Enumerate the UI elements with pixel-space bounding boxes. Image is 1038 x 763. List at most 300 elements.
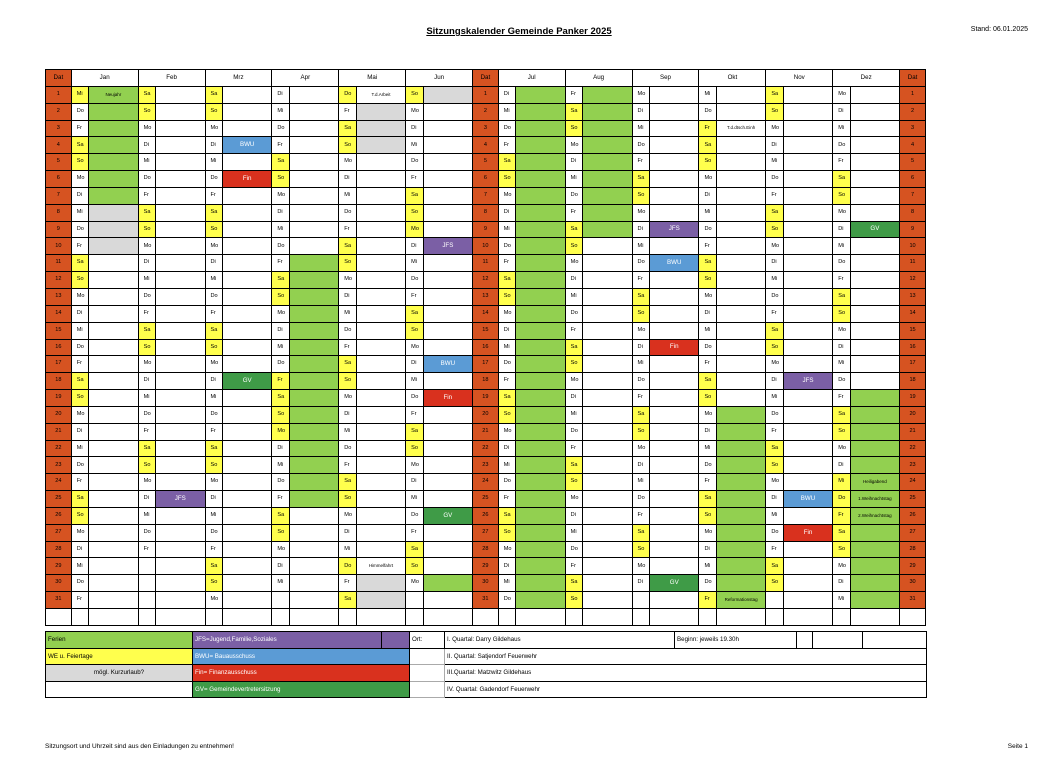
- weekday-cell: So: [699, 507, 716, 524]
- ferien-day: [289, 457, 338, 474]
- weekday-cell: Mo: [272, 541, 289, 558]
- day-cell: [783, 305, 832, 322]
- weekday-cell: Sa: [632, 171, 649, 188]
- empty-cell: [71, 609, 88, 626]
- weekday-cell: So: [406, 86, 423, 103]
- weekday-cell: Fr: [565, 440, 582, 457]
- weekday-cell: So: [272, 288, 289, 305]
- ferien-day: [516, 238, 565, 255]
- day-empty: [783, 592, 832, 609]
- weekday-cell: Mo: [406, 339, 423, 356]
- ferien-day: [89, 187, 138, 204]
- weekday-cell: Sa: [205, 558, 222, 575]
- weekday-cell: Fr: [71, 356, 88, 373]
- weekday-cell: Di: [406, 238, 423, 255]
- day-cell: [222, 491, 271, 508]
- weekday-cell: Mi: [272, 575, 289, 592]
- day-number: 26: [473, 507, 499, 524]
- day-cell: [89, 558, 138, 575]
- ferien-day: [289, 255, 338, 272]
- day-number: 1: [473, 86, 499, 103]
- day-cell: [423, 103, 472, 120]
- weekday-cell: Do: [339, 558, 356, 575]
- weekday-cell: Di: [406, 120, 423, 137]
- weekday-cell: Sa: [766, 204, 783, 221]
- weekday-cell: Mi: [498, 103, 515, 120]
- weekday-cell: Do: [138, 288, 155, 305]
- ferien-day: [516, 423, 565, 440]
- day-number: 16: [46, 339, 72, 356]
- day-cell: [783, 204, 832, 221]
- day-cell: [650, 356, 699, 373]
- day-cell: [783, 507, 832, 524]
- day-cell: [222, 507, 271, 524]
- day-cell: [423, 137, 472, 154]
- day-number: 28: [473, 541, 499, 558]
- day-cell: [650, 474, 699, 491]
- day-cell: [783, 187, 832, 204]
- day-number: 30: [473, 575, 499, 592]
- day-number: 18: [473, 373, 499, 390]
- ferien-day: [850, 575, 899, 592]
- day-cell: [222, 154, 271, 171]
- day-cell: [716, 204, 765, 221]
- day-cell: [650, 154, 699, 171]
- ferien-day: [516, 272, 565, 289]
- weekday-cell: Do: [833, 255, 850, 272]
- day-number: 4: [46, 137, 72, 154]
- weekday-cell: Mi: [138, 507, 155, 524]
- weekday-cell: Do: [71, 575, 88, 592]
- weekday-cell: Di: [339, 406, 356, 423]
- day-cell: [89, 339, 138, 356]
- day-number: 9: [46, 221, 72, 238]
- day-cell: [222, 558, 271, 575]
- day-number: 27: [46, 524, 72, 541]
- day-cell: [783, 558, 832, 575]
- day-number: 28: [900, 541, 926, 558]
- meeting-gv: GV: [650, 575, 699, 592]
- ferien-day: [716, 575, 765, 592]
- day-cell: [423, 305, 472, 322]
- day-cell: [156, 423, 205, 440]
- ferien-day: [716, 406, 765, 423]
- day-empty: [406, 592, 423, 609]
- empty-cell: [699, 609, 716, 626]
- weekday-cell: Sa: [71, 491, 88, 508]
- day-number: 27: [900, 524, 926, 541]
- day-cell: [650, 406, 699, 423]
- day-cell: [583, 373, 632, 390]
- meeting-bwu: BWU: [222, 137, 271, 154]
- day-cell: [783, 272, 832, 289]
- day-cell: [289, 507, 338, 524]
- weekday-cell: Fr: [833, 154, 850, 171]
- ferien-day: [289, 390, 338, 407]
- weekday-cell: Mi: [71, 440, 88, 457]
- ferien-day: [716, 558, 765, 575]
- empty-cell: [850, 609, 899, 626]
- day-cell: [423, 154, 472, 171]
- day-cell: [89, 373, 138, 390]
- weekday-cell: Do: [833, 373, 850, 390]
- day-number: 17: [900, 356, 926, 373]
- day-cell: [716, 339, 765, 356]
- weekday-cell: Sa: [498, 154, 515, 171]
- weekday-cell: So: [138, 221, 155, 238]
- weekday-cell: Mi: [766, 390, 783, 407]
- weekday-cell: Fr: [339, 103, 356, 120]
- ferien-day: [583, 187, 632, 204]
- holiday-label: T.d.Arbeit: [356, 86, 405, 103]
- weekday-cell: Mo: [71, 288, 88, 305]
- weekday-cell: Do: [339, 440, 356, 457]
- weekday-cell: Di: [766, 137, 783, 154]
- weekday-cell: Sa: [272, 154, 289, 171]
- day-cell: [716, 221, 765, 238]
- weekday-cell: Do: [699, 221, 716, 238]
- weekday-cell: Sa: [339, 120, 356, 137]
- weekday-cell: Di: [339, 171, 356, 188]
- weekday-cell: Di: [833, 339, 850, 356]
- day-cell: [423, 204, 472, 221]
- weekday-cell: Sa: [138, 440, 155, 457]
- weekday-cell: Di: [565, 272, 582, 289]
- holiday-label: Heiligabend: [850, 474, 899, 491]
- day-cell: [356, 154, 405, 171]
- weekday-cell: Sa: [565, 457, 582, 474]
- kurzurlaub-day: [356, 137, 405, 154]
- day-number: 22: [900, 440, 926, 457]
- day-cell: [583, 592, 632, 609]
- weekday-cell: Mo: [565, 137, 582, 154]
- day-number: 22: [46, 440, 72, 457]
- day-cell: [222, 406, 271, 423]
- weekday-cell: Do: [406, 390, 423, 407]
- day-number: 9: [473, 221, 499, 238]
- day-cell: [356, 238, 405, 255]
- weekday-cell: Mi: [833, 592, 850, 609]
- day-number: 26: [900, 507, 926, 524]
- empty-cell: [650, 609, 699, 626]
- weekday-cell: Fr: [565, 322, 582, 339]
- dat-header: Dat: [46, 70, 72, 87]
- ferien-day: [850, 524, 899, 541]
- day-cell: [583, 457, 632, 474]
- weekday-cell: Mi: [699, 86, 716, 103]
- weekday-cell: Mi: [205, 154, 222, 171]
- page-number: Seite 1: [1007, 743, 1028, 750]
- weekday-cell: Do: [272, 474, 289, 491]
- day-cell: [89, 390, 138, 407]
- weekday-cell: Di: [205, 137, 222, 154]
- weekday-cell: Sa: [205, 86, 222, 103]
- month-header-sep: Sep: [632, 70, 699, 87]
- ferien-day: [516, 322, 565, 339]
- day-cell: [783, 103, 832, 120]
- day-cell: [222, 255, 271, 272]
- day-cell: [423, 457, 472, 474]
- day-number: 1: [900, 86, 926, 103]
- weekday-cell: So: [498, 406, 515, 423]
- meeting-jfs: JFS: [156, 491, 205, 508]
- weekday-cell: Di: [833, 457, 850, 474]
- day-cell: [356, 272, 405, 289]
- footer-note: Sitzungsort und Uhrzeit sind aus den Einladungen zu entnehmen!: [45, 743, 234, 750]
- weekday-cell: So: [339, 491, 356, 508]
- day-empty: [138, 592, 155, 609]
- day-cell: [222, 474, 271, 491]
- day-cell: [650, 171, 699, 188]
- weekday-cell: So: [406, 440, 423, 457]
- day-cell: [850, 322, 899, 339]
- ferien-day: [89, 103, 138, 120]
- weekday-cell: So: [699, 272, 716, 289]
- day-cell: [156, 524, 205, 541]
- weekday-cell: Mo: [339, 154, 356, 171]
- ferien-day: [516, 305, 565, 322]
- day-cell: [356, 423, 405, 440]
- month-header-jul: Jul: [498, 70, 565, 87]
- weekday-cell: Di: [71, 305, 88, 322]
- day-empty: [289, 592, 338, 609]
- weekday-cell: Mo: [498, 305, 515, 322]
- kurzurlaub-day: [89, 221, 138, 238]
- day-number: 3: [900, 120, 926, 137]
- day-cell: [783, 221, 832, 238]
- empty-cell: [46, 609, 72, 626]
- day-cell: [650, 137, 699, 154]
- weekday-cell: Do: [205, 171, 222, 188]
- weekday-cell: Sa: [339, 474, 356, 491]
- day-cell: [716, 356, 765, 373]
- day-cell: [89, 305, 138, 322]
- weekday-cell: So: [205, 575, 222, 592]
- legend-q4: IV. Quartal: Gadendorf Feuerwehr: [445, 681, 927, 698]
- day-cell: [222, 356, 271, 373]
- weekday-cell: Sa: [766, 558, 783, 575]
- weekday-cell: Mo: [205, 592, 222, 609]
- weekday-cell: Sa: [205, 322, 222, 339]
- weekday-cell: Mi: [833, 238, 850, 255]
- weekday-cell: Fr: [406, 524, 423, 541]
- day-cell: [583, 423, 632, 440]
- weekday-cell: Di: [833, 103, 850, 120]
- weekday-cell: Sa: [766, 322, 783, 339]
- day-cell: [156, 305, 205, 322]
- weekday-cell: Fr: [498, 491, 515, 508]
- day-cell: [716, 288, 765, 305]
- day-cell: [222, 575, 271, 592]
- weekday-cell: Di: [138, 373, 155, 390]
- day-cell: [850, 86, 899, 103]
- day-cell: [716, 86, 765, 103]
- day-cell: [650, 390, 699, 407]
- day-cell: [850, 373, 899, 390]
- day-cell: [289, 86, 338, 103]
- weekday-cell: Do: [699, 103, 716, 120]
- weekday-cell: Mo: [498, 187, 515, 204]
- day-cell: [716, 103, 765, 120]
- ferien-day: [516, 103, 565, 120]
- day-number: 15: [46, 322, 72, 339]
- day-number: 10: [900, 238, 926, 255]
- weekday-cell: Mo: [699, 288, 716, 305]
- weekday-cell: Sa: [406, 187, 423, 204]
- day-cell: [423, 221, 472, 238]
- day-cell: [423, 373, 472, 390]
- weekday-cell: Mi: [833, 120, 850, 137]
- day-cell: [356, 440, 405, 457]
- day-number: 15: [900, 322, 926, 339]
- weekday-cell: Di: [833, 221, 850, 238]
- weekday-cell: Mi: [565, 406, 582, 423]
- day-number: 14: [900, 305, 926, 322]
- day-empty: [138, 558, 155, 575]
- ferien-day: [289, 474, 338, 491]
- empty-cell: [406, 609, 423, 626]
- day-cell: [423, 558, 472, 575]
- weekday-cell: Mo: [565, 491, 582, 508]
- day-cell: [423, 440, 472, 457]
- weekday-cell: Mi: [71, 558, 88, 575]
- weekday-cell: Mi: [406, 491, 423, 508]
- day-number: 25: [473, 491, 499, 508]
- empty-cell: [222, 609, 271, 626]
- kurzurlaub-day: [89, 204, 138, 221]
- weekday-cell: Fr: [205, 541, 222, 558]
- holiday-label: 1.Weihnachtstag: [850, 491, 899, 508]
- day-cell: [423, 339, 472, 356]
- weekday-cell: Fr: [632, 272, 649, 289]
- day-number: 21: [473, 423, 499, 440]
- day-cell: [583, 575, 632, 592]
- day-cell: [156, 322, 205, 339]
- weekday-cell: So: [272, 524, 289, 541]
- day-number: 10: [46, 238, 72, 255]
- weekday-cell: Do: [272, 238, 289, 255]
- day-cell: [156, 507, 205, 524]
- day-cell: [289, 541, 338, 558]
- weekday-cell: Mo: [138, 474, 155, 491]
- day-cell: [850, 272, 899, 289]
- dat-header: Dat: [900, 70, 926, 87]
- weekday-cell: So: [699, 390, 716, 407]
- weekday-cell: Mi: [339, 305, 356, 322]
- ferien-day: [850, 390, 899, 407]
- day-cell: [650, 423, 699, 440]
- empty-cell: [766, 609, 783, 626]
- day-number: 24: [46, 474, 72, 491]
- day-cell: [222, 204, 271, 221]
- day-cell: [783, 440, 832, 457]
- day-cell: [783, 137, 832, 154]
- meeting-jfs: JFS: [423, 238, 472, 255]
- legend-empty: [797, 632, 813, 649]
- day-cell: [716, 255, 765, 272]
- ferien-day: [516, 288, 565, 305]
- day-cell: [156, 390, 205, 407]
- ferien-day: [716, 524, 765, 541]
- weekday-cell: So: [406, 204, 423, 221]
- weekday-cell: Mi: [406, 255, 423, 272]
- day-cell: [850, 120, 899, 137]
- weekday-cell: Di: [766, 255, 783, 272]
- day-cell: [583, 390, 632, 407]
- weekday-cell: Sa: [565, 339, 582, 356]
- day-number: 8: [473, 204, 499, 221]
- weekday-cell: So: [272, 171, 289, 188]
- day-empty: [156, 592, 205, 609]
- weekday-cell: Di: [272, 558, 289, 575]
- ferien-day: [716, 423, 765, 440]
- weekday-cell: Fr: [272, 137, 289, 154]
- month-header-jun: Jun: [406, 70, 473, 87]
- weekday-cell: So: [565, 356, 582, 373]
- day-cell: [89, 541, 138, 558]
- ferien-day: [850, 592, 899, 609]
- legend-q3: III.Quartal: Matzwitz Gildehaus: [445, 665, 927, 682]
- day-cell: [156, 474, 205, 491]
- day-cell: [423, 187, 472, 204]
- day-cell: [716, 187, 765, 204]
- weekday-cell: Di: [272, 440, 289, 457]
- day-cell: [650, 305, 699, 322]
- weekday-cell: Mi: [272, 221, 289, 238]
- weekday-cell: Fr: [138, 541, 155, 558]
- day-number: 20: [46, 406, 72, 423]
- weekday-cell: Di: [71, 541, 88, 558]
- ferien-day: [850, 440, 899, 457]
- weekday-cell: Fr: [272, 491, 289, 508]
- day-cell: [89, 255, 138, 272]
- weekday-cell: Sa: [406, 423, 423, 440]
- day-cell: [783, 356, 832, 373]
- weekday-cell: Mi: [632, 474, 649, 491]
- weekday-cell: Mo: [205, 356, 222, 373]
- day-number: 11: [473, 255, 499, 272]
- weekday-cell: Mo: [406, 221, 423, 238]
- ferien-day: [289, 322, 338, 339]
- weekday-cell: So: [833, 305, 850, 322]
- weekday-cell: Fr: [766, 305, 783, 322]
- day-cell: [356, 474, 405, 491]
- ferien-day: [289, 491, 338, 508]
- weekday-cell: Mo: [138, 238, 155, 255]
- day-cell: [289, 137, 338, 154]
- weekday-cell: Do: [699, 339, 716, 356]
- weekday-cell: Do: [138, 524, 155, 541]
- empty-cell: [716, 609, 765, 626]
- weekday-cell: So: [205, 457, 222, 474]
- weekday-cell: So: [565, 474, 582, 491]
- weekday-cell: So: [632, 423, 649, 440]
- day-cell: [222, 305, 271, 322]
- day-cell: [783, 457, 832, 474]
- empty-cell: [783, 609, 832, 626]
- day-number: 26: [46, 507, 72, 524]
- ferien-day: [850, 558, 899, 575]
- weekday-cell: Mo: [632, 322, 649, 339]
- empty-cell: [423, 609, 472, 626]
- weekday-cell: Sa: [632, 406, 649, 423]
- weekday-cell: So: [205, 221, 222, 238]
- weekday-cell: Do: [272, 120, 289, 137]
- weekday-cell: Do: [339, 86, 356, 103]
- legend-empty: [46, 681, 193, 698]
- day-cell: [850, 305, 899, 322]
- day-cell: [716, 373, 765, 390]
